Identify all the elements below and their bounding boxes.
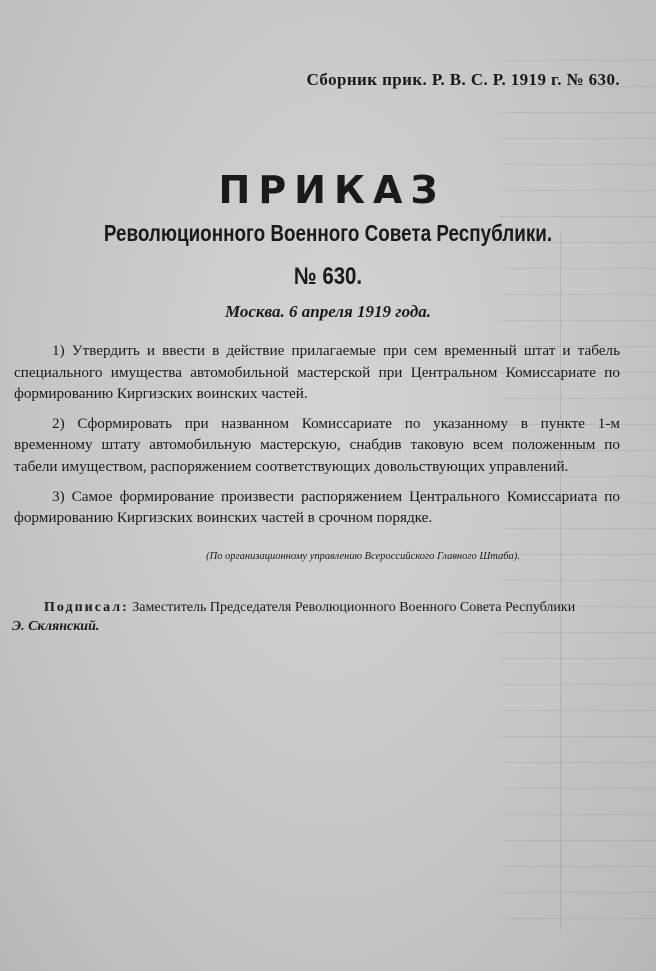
place-date: Москва. 6 апреля 1919 года. [224, 302, 432, 321]
order-subtitle: Революционного Военного Совета Республики. [103, 220, 553, 246]
collection-reference: Сборник прик. Р. В. С. Р. 1919 г. № 630. [306, 70, 620, 89]
signature-label: Подписал: [44, 600, 129, 615]
signature-position: Заместитель Председателя Революционного Военного Совета Республики [132, 600, 576, 615]
paragraph-3: 3) Самое формирование произвести распоряжением Центрального Комиссариата по формированию Киргизских воинских частей в срочном порядке. [14, 487, 620, 527]
order-title: ПРИКАЗ [218, 168, 446, 212]
paragraph-2: 2) Сформировать при названном Комиссариате по указанному в пункте 1-м временному штату автомобильную мастерскую, снабдив таковую всем положенным по табели имуществом, распоряжением соответствующих довольствующих управлений. [14, 414, 620, 475]
footnote: (По организационному управлению Всероссийского Главного Штаба). [206, 551, 520, 562]
signature-block [12, 598, 624, 636]
signatory-name: Э. Склянский. [12, 619, 100, 634]
paragraph-1: 1) Утвердить и ввести в действие прилагаемые при сем временный штат и табель специального имущества автомобильной мастерской при Центральном Комиссариате по формированию Киргизских воинских частей. [14, 342, 620, 403]
order-body [14, 340, 620, 537]
bleed-through-column [560, 230, 561, 930]
order-number: № 630. [293, 263, 363, 290]
